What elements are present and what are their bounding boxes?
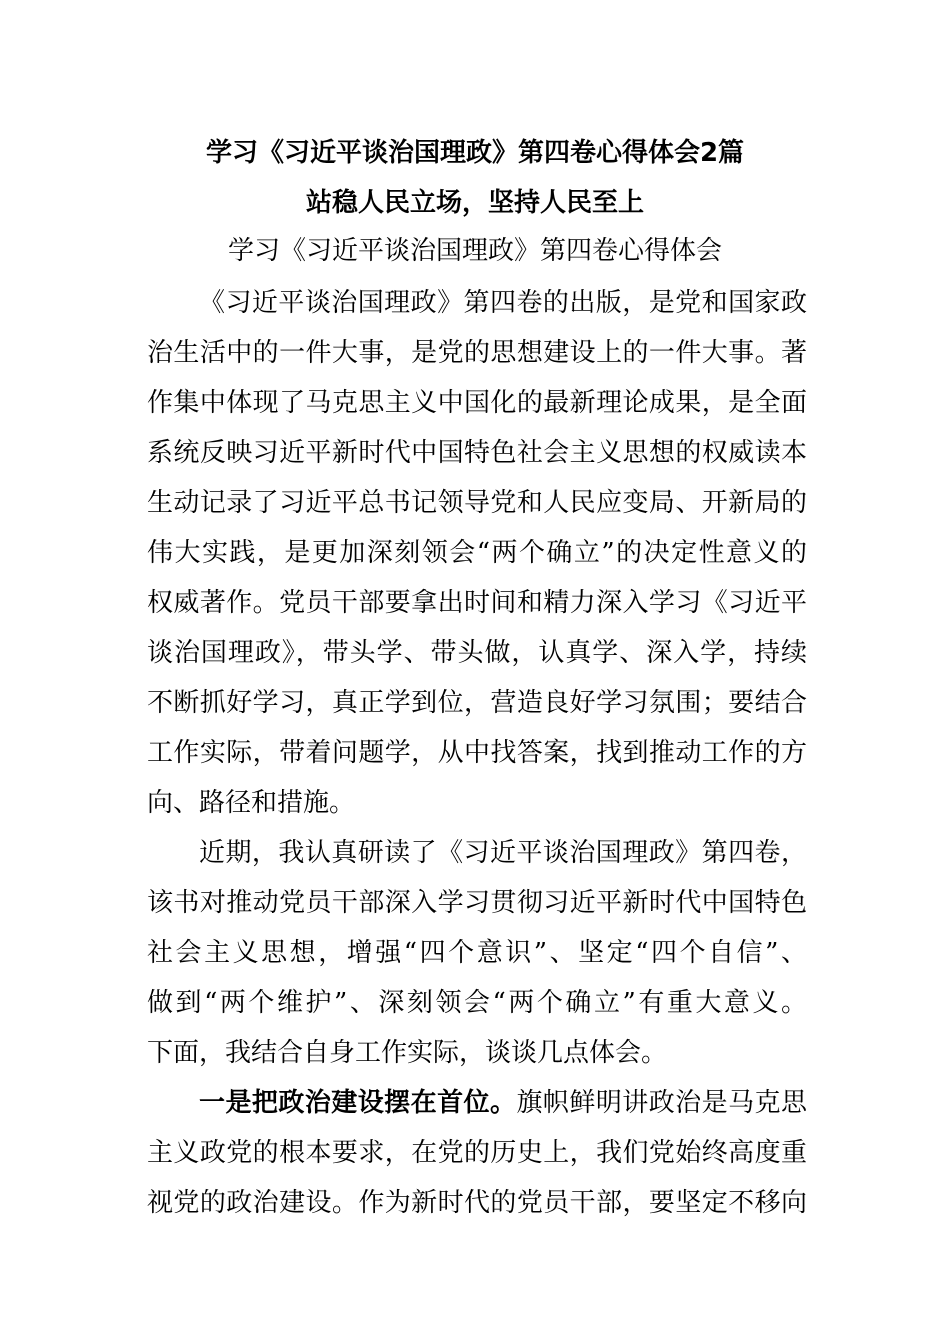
paragraph-1-line: 谈治国理政》，带头学、带头做，认真学、深入学，持续 [147,638,807,668]
paragraph-1-line: 《习近平谈治国理政》第四卷的出版，是党和国家政 [199,288,807,318]
paragraph-3-line: 视党的政治建设。作为新时代的党员干部，要坚定不移向 [147,1188,807,1218]
paragraph-1-line: 向、路径和措施。 [147,788,356,818]
document-title: 学习《习近平谈治国理政》第四卷心得体会2篇 [205,138,745,168]
paragraph-3-first-line-rest: 旗帜鲜明讲政治是马克思 [516,1088,807,1118]
paragraph-1-line: 治生活中的一件大事，是党的思想建设上的一件大事。著 [147,338,807,368]
document-subsubtitle: 学习《习近平谈治国理政》第四卷心得体会 [227,236,722,266]
paragraph-2-line: 近期，我认真研读了《习近平谈治国理政》第四卷， [199,838,807,868]
paragraph-1-line: 权威著作。党员干部要拿出时间和精力深入学习《习近平 [147,588,807,618]
paragraph-1-line: 不断抓好学习，真正学到位，营造良好学习氛围；要结合 [147,688,807,718]
paragraph-1-line: 工作实际，带着问题学，从中找答案，找到推动工作的方 [147,738,807,768]
paragraph-2-line: 做到“两个维护”、深刻领会“两个确立”有重大意义。 [147,988,807,1018]
document-subtitle: 站稳人民立场，坚持人民至上 [305,188,644,218]
paragraph-1-line: 作集中体现了马克思主义中国化的最新理论成果，是全面 [147,388,807,418]
paragraph-3-line: 主义政党的根本要求，在党的历史上，我们党始终高度重 [147,1138,807,1168]
paragraph-2-line: 该书对推动党员干部深入学习贯彻习近平新时代中国特色 [147,888,807,918]
paragraph-3-first-line [199,1086,807,1120]
paragraph-2-line: 下面，我结合自身工作实际，谈谈几点体会。 [147,1038,668,1068]
paragraph-2-line: 社会主义思想，增强“四个意识”、坚定“四个自信”、 [147,938,807,968]
paragraph-1-line: 伟大实践，是更加深刻领会“两个确立”的决定性意义的 [147,538,807,568]
paragraph-3-lead: 一是把政治建设摆在首位。 [199,1088,517,1118]
paragraph-1-line: 生动记录了习近平总书记领导党和人民应变局、开新局的 [147,488,807,518]
paragraph-1-line: 系统反映习近平新时代中国特色社会主义思想的权威读本 [147,438,807,468]
